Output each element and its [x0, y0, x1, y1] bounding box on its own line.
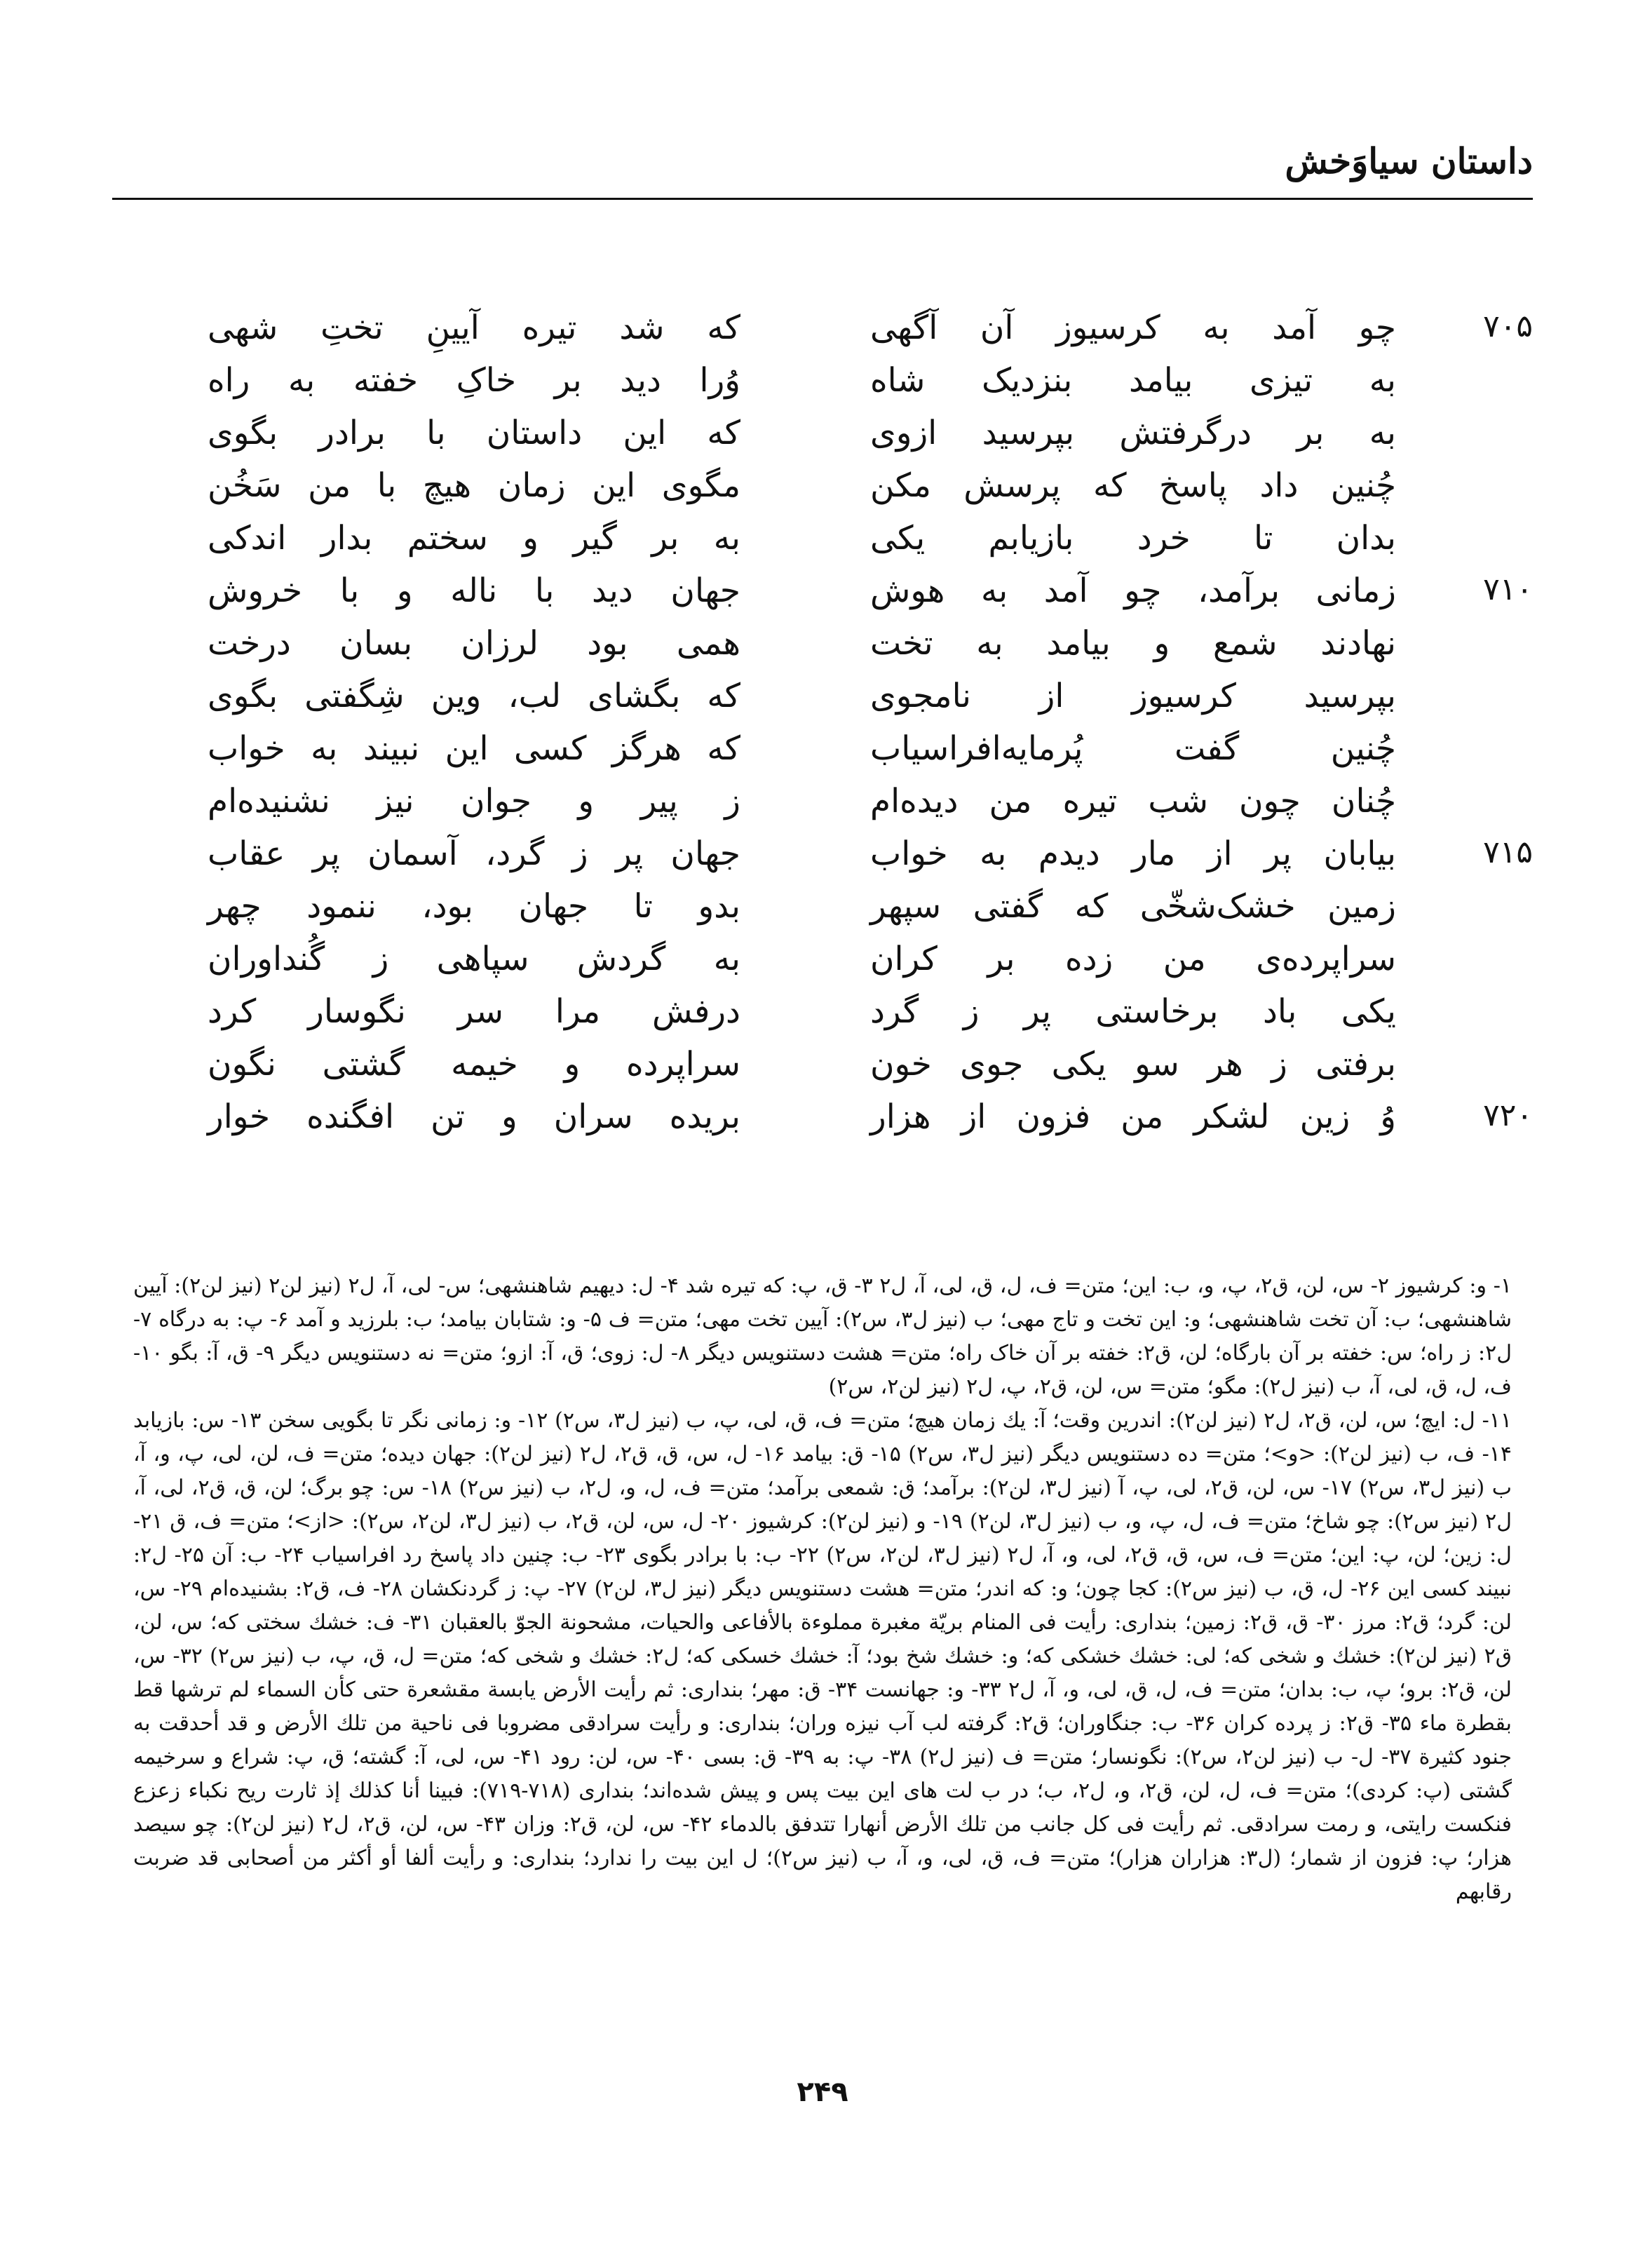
verse-number: ۷۲۰	[1483, 1098, 1533, 1133]
poem-block	[112, 309, 1533, 1157]
verse-first-hemistich: بپرسید کرسیوز از نامجوی	[870, 677, 1396, 715]
verse-second-hemistich: سراپرده و خیمه گشتی نگون	[208, 1045, 740, 1084]
verse-row	[112, 572, 1533, 628]
verse-row	[112, 1045, 1533, 1101]
verse-second-hemistich: همی بود لرزان بسان درخت	[208, 624, 740, 663]
verse-row	[112, 414, 1533, 470]
verse-row	[112, 729, 1533, 785]
verse-second-hemistich: جهان دید با ناله و با خروش	[208, 572, 740, 610]
verse-number: ۷۱۰	[1483, 572, 1533, 607]
verse-row	[112, 624, 1533, 680]
verse-second-hemistich: ز پیر و جوان نیز نشنیده‌ام	[208, 782, 740, 821]
verse-row	[112, 361, 1533, 417]
verse-row	[112, 309, 1533, 365]
verse-second-hemistich: مگوی این زمان هیچ با من سَخُن	[208, 466, 740, 505]
verse-first-hemistich: یکی باد برخاستی پر ز گرد	[870, 992, 1396, 1031]
verse-row	[112, 835, 1533, 891]
verse-second-hemistich: که این داستان با برادر بگوی	[208, 414, 740, 452]
verse-second-hemistich: که بگشای لب، وین شِگفتی بگوی	[208, 677, 740, 715]
page-number: ۲۴۹	[797, 2076, 848, 2108]
verse-second-hemistich: بریده سران و تن افگنده خوار	[208, 1098, 740, 1136]
verse-first-hemistich: چو آمد به کرسیوز آن آگهی	[870, 309, 1396, 347]
verse-first-hemistich: وُ زین لشکر من فزون از هزار	[870, 1098, 1396, 1136]
verse-first-hemistich: برفتی ز هر سو یکی جوی خون	[870, 1045, 1396, 1084]
verse-first-hemistich: چُنین داد پاسخ که پرسش مکن	[870, 466, 1396, 505]
footnote-paragraph: ۱- و: کرشیوز ۲- س، لن، ق۲، پ، و، ب: این؛ متن= ف، ل، ق، لی، آ، ل۲ ۳- ق، پ: که تیره شد ۴- ل: دیهیم شاهنشهی؛ س- لی، آ، ل۲ (نیز لن۲ (نیز لن۲): آیین شاهنشهی؛ ب: آن تخت شاهنشهی؛ و: این تخت و تاج مهی؛ ب (نیز ل۳، س۲): آیین تخت مهی؛ متن= ف ۵- و: شتابان بیامد؛ ب: بلرزید و آمد ۶- پ: به درگاه ۷- ل۲: ز راه؛ س: خفته بر آن بارگاه؛ لن، ق۲: خفته بر آن خاک راه؛ متن= هشت دستنویس دیگر ۸- ل: زوی؛ ق، آ: ازو؛ متن= نه دستنویس دیگر ۹- ق، آ: بگو ۱۰- ف، ل، ق، لی، آ، ب (نیز ل۲): مگو؛ متن= س، لن، ق۲، پ، ل۲ (نیز لن۲، س۲)	[133, 1274, 1512, 1399]
verse-first-hemistich: سراپرده‌ی من زده بر کران	[870, 940, 1396, 978]
verse-first-hemistich: زمانی برآمد، چو آمد به هوش	[870, 572, 1396, 610]
verse-first-hemistich: چُنان چون شب تیره من دیده‌ام	[870, 782, 1396, 821]
verse-first-hemistich: به بر درگرفتش بپرسید ازوی	[870, 414, 1396, 452]
verse-second-hemistich: که شد تیره آیینِ تختِ شهی	[208, 309, 740, 347]
verse-row	[112, 992, 1533, 1048]
verse-second-hemistich: به گردش سپاهی ز گُنداوران	[208, 940, 740, 978]
verse-second-hemistich: که هرگز کسی این نبیند به خواب	[208, 729, 740, 768]
verse-row	[112, 940, 1533, 996]
verse-second-hemistich: به بر گیر و سختم بدار اندکی	[208, 519, 740, 558]
running-head-title: داستان سیاوَخش	[1285, 140, 1533, 182]
verse-first-hemistich: چُنین گفت پُرمایه‌افراسیاب	[870, 729, 1396, 768]
verse-first-hemistich: بدان تا خرد بازیابم یکی	[870, 519, 1396, 558]
verse-row	[112, 887, 1533, 943]
verse-second-hemistich: جهان پر ز گرد، آسمان پر عقاب	[208, 835, 740, 873]
verse-first-hemistich: نهادند شمع و بیامد به تخت	[870, 624, 1396, 663]
verse-first-hemistich: بیابان پر از مار دیدم به خواب	[870, 835, 1396, 873]
verse-second-hemistich: بدو تا جهان بود، ننمود چهر	[208, 887, 740, 926]
verse-row	[112, 466, 1533, 522]
verse-first-hemistich: زمین خشک‌شخّی که گفتی سپهر	[870, 887, 1396, 926]
verse-row	[112, 782, 1533, 838]
verse-first-hemistich: به تیزی بیامد بنزدیک شاه	[870, 361, 1396, 400]
footnote-paragraph: ۱۱- ل: ایچ؛ س، لن، ق۲، ل۲ (نیز لن۲): اندرین وقت؛ آ: یك زمان هیچ؛ متن= ف، ق، لی، پ، ب (نیز ل۳، س۲) ۱۲- و: زمانی نگر تا بگویی سخن ۱۳- س: بازیابد ۱۴- ف، ب (نیز لن۲): <و>؛ متن= ده دستنویس دیگر (نیز ل۳، س۲) ۱۵- ق: بیامد ۱۶- ل، س، ق، ق۲، ل۲ (نیز لن۲): جهان دیده؛ متن= ف، لن، لی، پ، و، آ، ب (نیز ل۳، س۲) ۱۷- س، لن، ق۲، لی، پ، آ (نیز ل۳، لن۲): برآمد؛ ق: شمعی برآمد؛ متن= ف، ل، و، ل۲، ب (نیز س۲) ۱۸- س: چو برگ؛ لن، ق، ق۲، لی، آ، ل۲ (نیز س۲): چو شاخ؛ متن= ف، ل، پ، و، ب (نیز ل۳، لن۲) ۱۹- و (نیز لن۲): کرشیوز ۲۰- ل، س، لن، ق۲، ب (نیز ل۳، لن۲، س۲): <از>؛ متن= ف، ق ۲۱- ل: زین؛ لن، پ: این؛ متن= ف، س، ق، ق۲، لی، و، آ، ل۲ (نیز ل۳، لن۲، س۲) ۲۲- ب: با برادر بگوی ۲۳- ب: چنین داد پاسخ رد افراسیاب ۲۴- ب: آن ۲۵- ل۲: نبیند کسی این ۲۶- ل، ق، ب (نیز س۲): کجا چون؛ و: که اندر؛ متن= هشت دستنویس دیگر (نیز ل۳، لن۲) ۲۷- پ: ز گردنکشان ۲۸- ف، ق۲: بشنیده‌ام ۲۹- س، لن: گرد؛ ق۲: مرز ۳۰- ق، ق۲: زمین؛ بنداری: رأیت فی المنام بریّة مغبرة مملوءة بالأفاعی والحیات، مشحونة الجوّ بالعقبان ۳۱- ف: خشك سختی که؛ س، لن، ق۲ (نیز لن۲): خشك و شخی که؛ لی: خشك خشکی که؛ و: خشك شخ بود؛ آ: خشك خسکی که؛ ل۲: خشك و شخی که؛ متن= ل، ق، پ، ب (نیز س۲) ۳۲- س، لن، ق۲: برو؛ پ، ب: بدان؛ متن= ف، ل، ق، لی، و، آ، ل۲ ۳۳- و: جهانست ۳۴- ق: مهر؛ بنداری: ثم رأیت الأرض یابسة مقشعرة حتی کأن السماء لم ترشها قط بقطرة ماء ۳۵- ق۲: ز پرده کران ۳۶- ب: جنگاوران؛ ق۲: گرفته لب آب نیزه وران؛ بنداری: و رأیت سرادقی مضروبا فی ناحیة من تلك الأرض و قد أحدقت به جنود کثیرة ۳۷- ل- ب (نیز لن۲، س۲): نگونسار؛ متن= ف (نیز ل۲) ۳۸- پ: به ۳۹- ق: بسی ۴۰- س، لن: رود ۴۱- س، لی، آ: گشته؛ ق، پ: شراع و سرخیمه گشتی (پ: کردی)؛ متن= ف، ل، لن، ق۲، و، ل۲، ب؛ در ب لت های این بیت پس و پیش شده‌اند؛ بنداری (۷۱۸-۷۱۹): فبینا أنا کذلك إذ ثارت ریح نکباء زعزع فنکست رایتی، و رمت سرادقی. ثم رأیت فی کل جانب من تلك الأرض أنهارا تتدفق بالدماء ۴۲- س، لن، ق۲: وزان ۴۳- س، لن، ق۲، ل۲ (نیز لن۲): چو سیصد هزار؛ پ: فزون از شمار؛ (ل۳: هزاران هزار)؛ متن= ف، ق، لی، و، آ، ب (نیز س۲)؛ ل این بیت را ندارد؛ بنداری: و رأیت ألفا أو أکثر من أصحابی قد ضربت رقابهم	[133, 1408, 1512, 1904]
verse-row	[112, 519, 1533, 575]
verse-second-hemistich: وُرا دید بر خاکِ خفته به راه	[208, 361, 740, 400]
footnotes	[133, 1269, 1512, 1909]
header-rule	[112, 198, 1533, 200]
verse-second-hemistich: درفش مرا سر نگوسار کرد	[208, 992, 740, 1031]
verse-number: ۷۱۵	[1483, 835, 1533, 870]
verse-number: ۷۰۵	[1483, 309, 1533, 344]
verse-row	[112, 1098, 1533, 1154]
verse-row	[112, 677, 1533, 733]
